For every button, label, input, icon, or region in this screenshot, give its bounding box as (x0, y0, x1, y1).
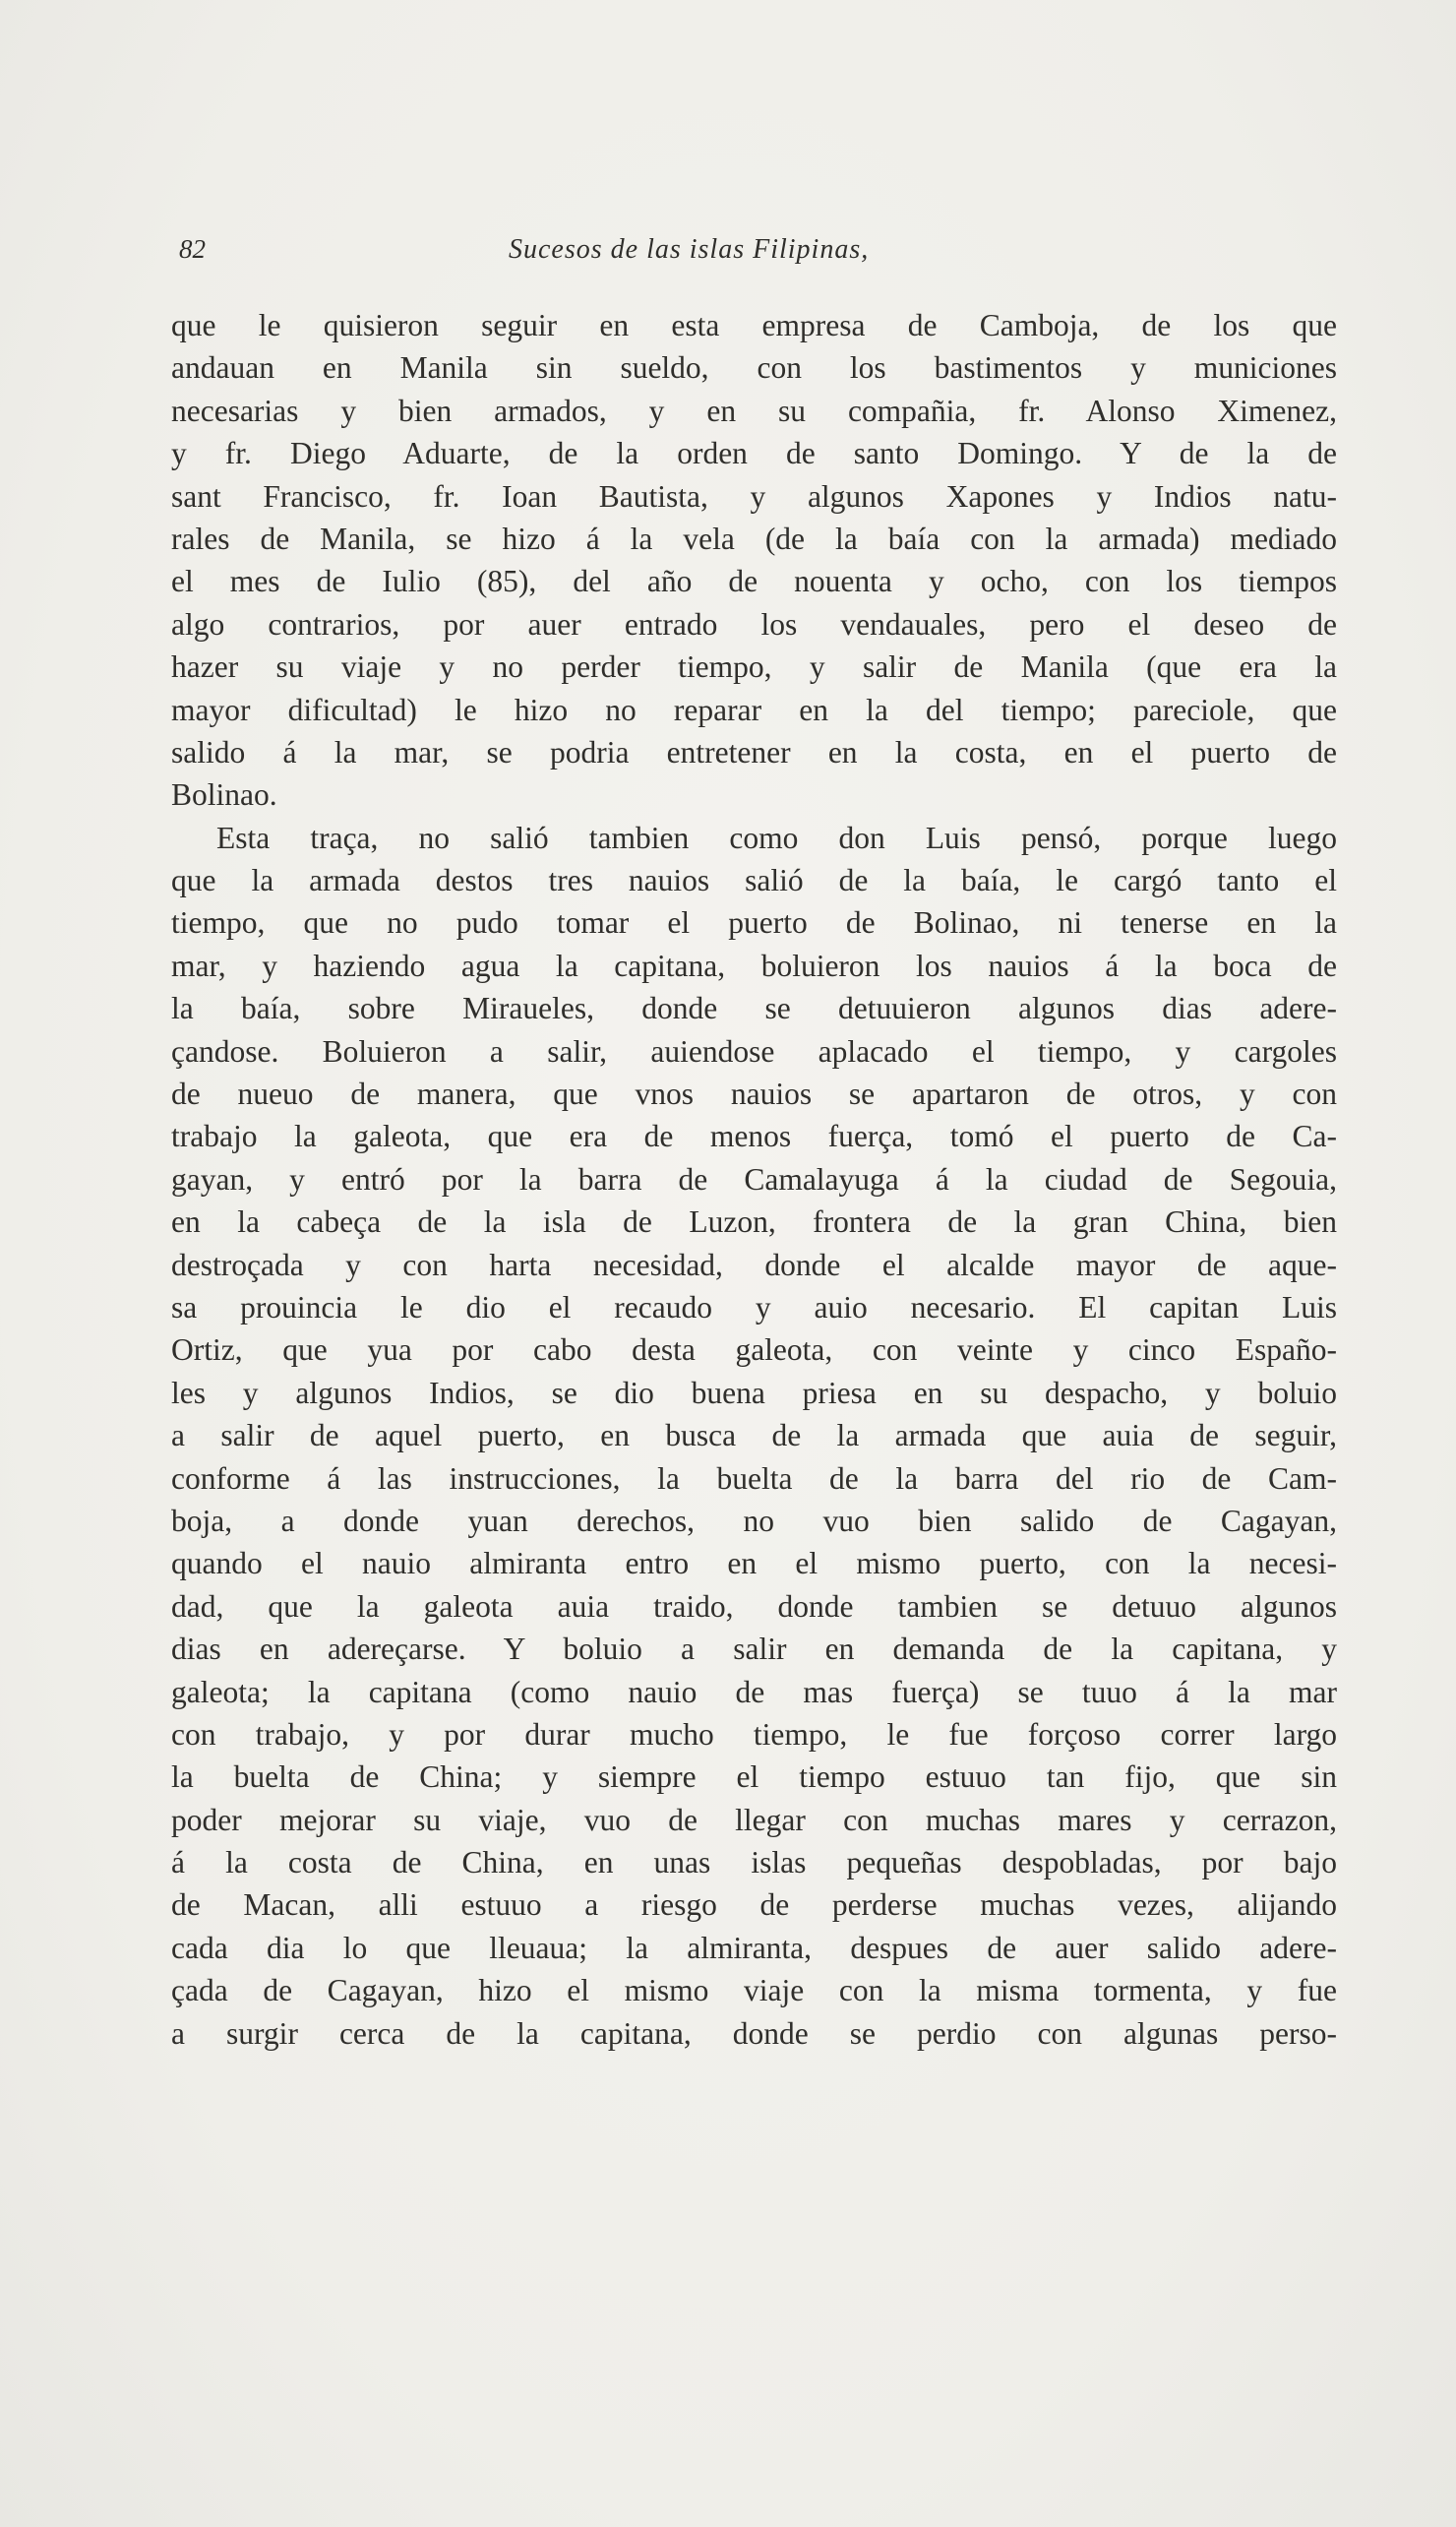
text-line: la buelta de China; y siempre el tiempo estuuo tan fijo, que sin (171, 1759, 1337, 1795)
text-line: dad, que la galeota auia traido, donde tambien se detuuo algunos (171, 1588, 1337, 1624)
text-line: a salir de aquel puerto, en busca de la armada que auia de seguir, (171, 1418, 1337, 1453)
text-line: destroçada y con harta necesidad, donde el alcalde mayor de aque- (171, 1247, 1337, 1282)
text-line: çandose. Boluieron a salir, auiendose aplacado el tiempo, y cargoles (171, 1033, 1337, 1069)
text-line: cada dia lo que lleuaua; la almiranta, despues de auer salido adere- (171, 1930, 1337, 1965)
text-line: boja, a donde yuan derechos, no vuo bien salido de Cagayan, (171, 1503, 1337, 1538)
text-line: quando el nauio almiranta entro en el mismo puerto, con la necesi- (171, 1546, 1337, 1581)
text-line: Esta traça, no salió tambien como don Luis pensó, porque luego (216, 820, 1337, 855)
text-line: Ortiz, que yua por cabo desta galeota, con veinte y cinco Españo- (171, 1332, 1337, 1368)
text-line: necesarias y bien armados, y en su compañia, fr. Alonso Ximenez, (171, 393, 1337, 428)
text-line: algo contrarios, por auer entrado los vendauales, pero el deseo de (171, 606, 1337, 642)
text-line: conforme á las instrucciones, la buelta de la barra del rio de Cam- (171, 1460, 1337, 1496)
text-line: á la costa de China, en unas islas pequeñas despobladas, por bajo (171, 1845, 1337, 1880)
text-line: galeota; la capitana (como nauio de mas fuerça) se tuuo á la mar (171, 1674, 1337, 1709)
page-number: 82 (179, 234, 206, 264)
text-line: çada de Cagayan, hizo el mismo viaje con la misma tormenta, y fue (171, 1973, 1337, 2008)
text-line: sa prouincia le dio el recaudo y auio necesario. El capitan Luis (171, 1289, 1337, 1325)
text-line: el mes de Iulio (85), del año de nouenta y ocho, con los tiempos (171, 564, 1337, 599)
text-line: de nueuo de manera, que vnos nauios se apartaron de otros, y con (171, 1077, 1337, 1112)
text-line: en la cabeça de la isla de Luzon, frontera de la gran China, bien (171, 1204, 1337, 1240)
text-line: que le quisieron seguir en esta empresa de Camboja, de los que (171, 308, 1337, 342)
running-title: Sucesos de las islas Filipinas, (509, 234, 870, 265)
text-line: mayor dificultad) le hizo no reparar en la del tiempo; pareciole, que (171, 692, 1337, 727)
text-line: que la armada destos tres nauios salió de la baía, le cargó tanto el (171, 863, 1337, 898)
text-line: mar, y haziendo agua la capitana, boluieron los nauios á la boca de (171, 948, 1337, 983)
text-line: salido á la mar, se podria entretener en la costa, en el puerto de (171, 734, 1337, 770)
text-body (171, 304, 1337, 2055)
text-line: andauan en Manila sin sueldo, con los bastimentos y municiones (171, 350, 1337, 386)
text-line: la baía, sobre Miraueles, donde se detuuieron algunos dias adere- (171, 991, 1337, 1026)
text-line: gayan, y entró por la barra de Camalayuga á la ciudad de Segouia, (171, 1161, 1337, 1197)
text-line: sant Francisco, fr. Ioan Bautista, y algunos Xapones y Indios natu- (171, 478, 1337, 514)
page-header (179, 234, 1335, 274)
text-line: Bolinao. (171, 777, 277, 813)
text-line: rales de Manila, se hizo á la vela (de la baía con la armada) mediado (171, 521, 1337, 556)
text-line: poder mejorar su viaje, vuo de llegar con muchas mares y cerrazon, (171, 1802, 1337, 1837)
text-line: les y algunos Indios, se dio buena priesa en su despacho, y boluio (171, 1375, 1337, 1410)
paragraph-2 (171, 817, 1337, 2055)
paragraph-1 (171, 304, 1337, 817)
text-line: de Macan, alli estuuo a riesgo de perderse muchas vezes, alijando (171, 1887, 1337, 1923)
text-line: dias en adereçarse. Y boluio a salir en demanda de la capitana, y (171, 1632, 1337, 1667)
text-line: y fr. Diego Aduarte, de la orden de santo Domingo. Y de la de (171, 436, 1337, 471)
text-line: tiempo, que no pudo tomar el puerto de Bolinao, ni tenerse en la (171, 905, 1337, 941)
text-line: hazer su viaje y no perder tiempo, y salir de Manila (que era la (171, 649, 1337, 685)
text-line: trabajo la galeota, que era de menos fuerça, tomó el puerto de Ca- (171, 1119, 1337, 1154)
text-line: a surgir cerca de la capitana, donde se perdio con algunas perso- (171, 2015, 1337, 2051)
text-line: con trabajo, y por durar mucho tiempo, le fue forçoso correr largo (171, 1716, 1337, 1752)
